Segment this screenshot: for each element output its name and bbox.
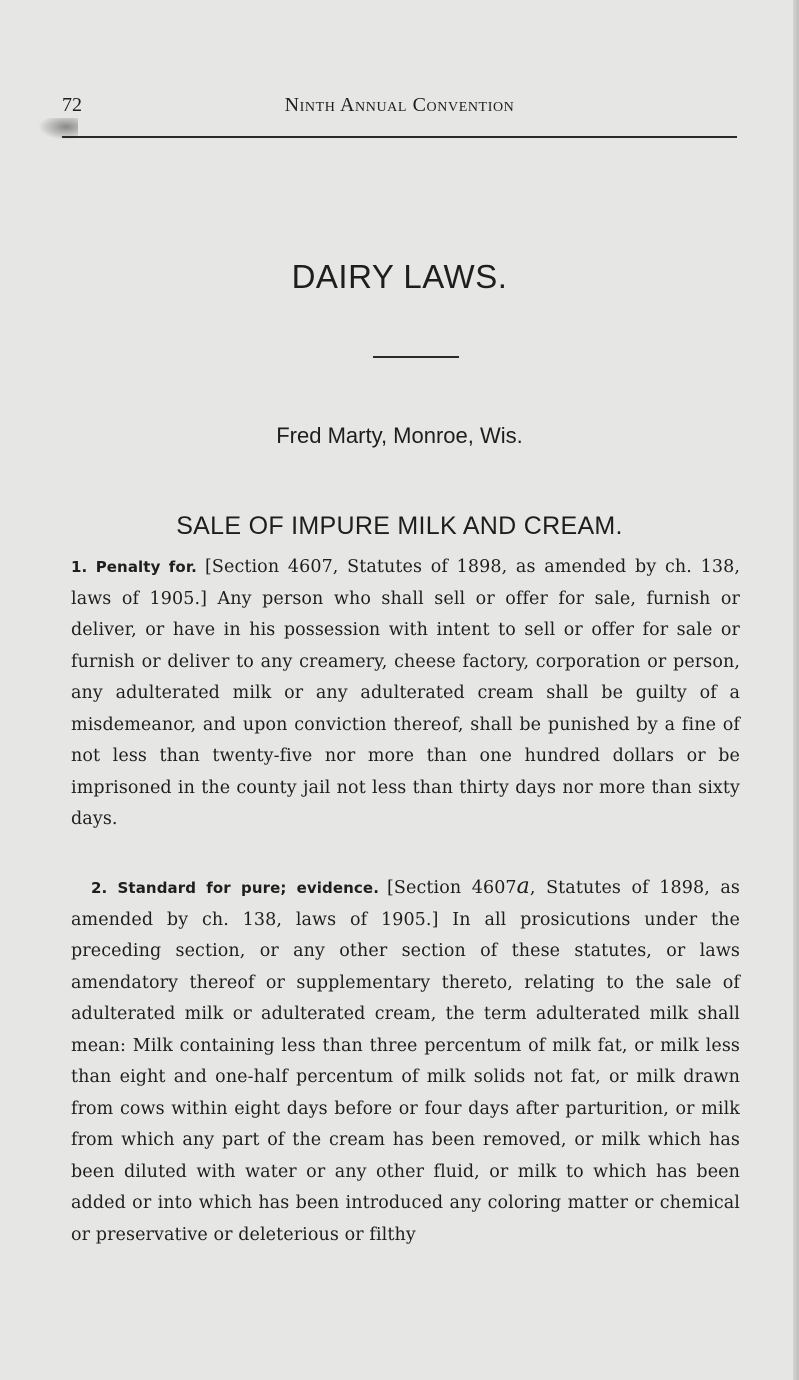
running-title: Ninth Annual Convention xyxy=(284,94,515,116)
header-rule xyxy=(62,136,737,138)
paragraph-1 xyxy=(71,552,740,836)
paragraph-2-heading xyxy=(91,879,379,897)
paragraph-1-number: 1. xyxy=(71,558,88,576)
running-head xyxy=(62,94,737,120)
paragraph-2 xyxy=(71,871,740,1251)
paragraph-2-heading-text: Standard for pure; evidence. xyxy=(117,879,379,897)
page-number: 72 xyxy=(62,94,82,116)
paragraph-2-text-before: [Section 4607 xyxy=(387,878,517,898)
paragraph-1-text: [Section 4607, Statutes of 1898, as amended by ch. 138, laws of 1905.] Any person who shall sell or offer for sale, furnish or deliver, or have in his possession with intent to sell or offer for sale or furnish or deliver to any creamery, cheese factory, corporation or person, any adulterated milk or any adulterated cream shall be guilty of a misdemeanor, and upon conviction thereof, shall be punished by a fine of not less than twenty-five nor more than one hundred dollars or be imprisoned in the county jail not less than thirty days nor more than sixty days. xyxy=(71,557,740,829)
article-title: DAIRY LAWS. xyxy=(291,258,508,295)
title-divider xyxy=(373,356,459,358)
paragraph-1-heading xyxy=(71,558,197,576)
paragraph-2-text-after: , Statutes of 1898, as amended by ch. 138, laws of 1905.] In all prosicutions under the preceding section, or any other section of these statutes, or laws amendatory thereof or supplementary thereto, relating to the sale of adulterated milk or adulterated cream, the term adulterated milk shall mean: Milk containing less than three percentum of milk fat, or milk less than eight and one-half percentum of milk solids not fat, or milk drawn from cows within eight days before or four days after parturition, or milk from which any part of the cream has been removed, or milk which has been diluted with water or any other fluid, or milk to which has been added or into which has been introduced any coloring matter or chemical or preservative or deleterious or filthy xyxy=(71,878,740,1245)
section-title: SALE OF IMPURE MILK AND CREAM. xyxy=(176,512,623,540)
paragraph-2-italic-suffix: a xyxy=(516,874,530,899)
paragraph-1-heading-text: Penalty for. xyxy=(95,558,197,576)
paragraph-2-number: 2. xyxy=(91,879,108,897)
author-line: Fred Marty, Monroe, Wis. xyxy=(276,423,523,448)
page-edge xyxy=(793,0,799,1380)
